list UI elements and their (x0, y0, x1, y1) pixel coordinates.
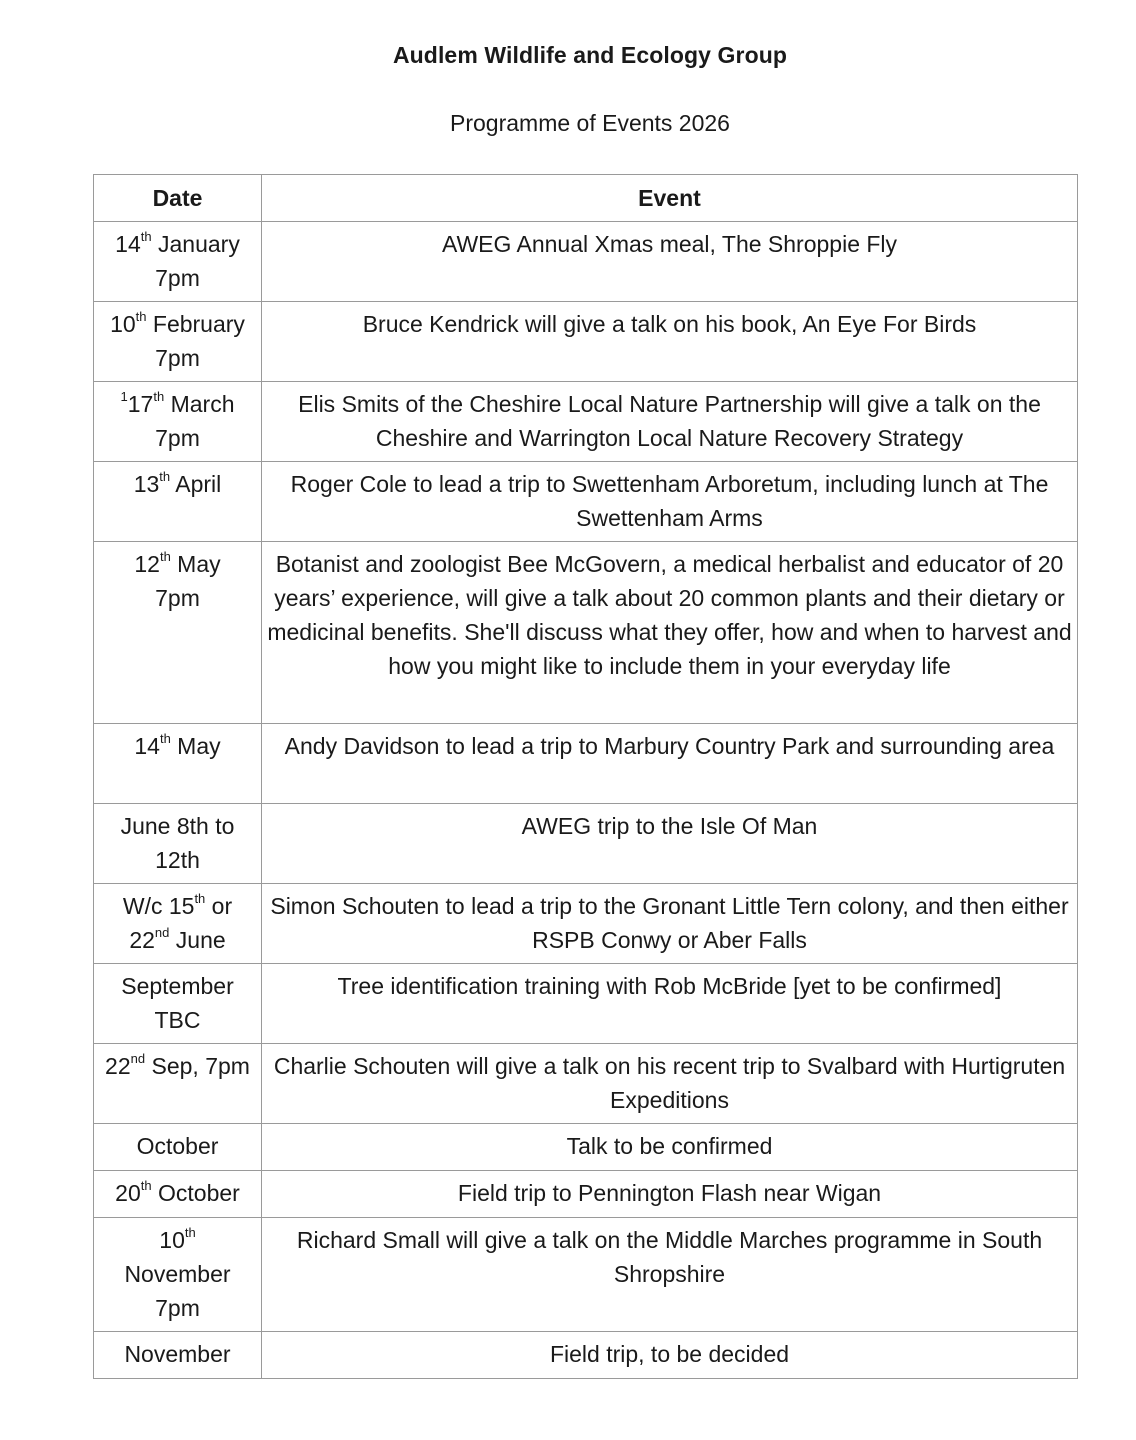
document-subtitle: Programme of Events 2026 (450, 110, 730, 136)
event-cell: Field trip to Pennington Flash near Wigan (262, 1171, 1078, 1218)
event-cell: AWEG trip to the Isle Of Man (262, 804, 1078, 884)
event-cell: Botanist and zoologist Bee McGovern, a medical herbalist and educator of 20 years’ experience, will give a talk about 20 common plants and their dietary or medicinal benefits. She'll discuss what they offer, how and when to harvest and how you might like to include them in your everyday life (262, 542, 1078, 724)
date-cell: 12th May 7pm (94, 542, 262, 724)
table-row (94, 804, 1078, 884)
event-cell: Bruce Kendrick will give a talk on his book, An Eye For Birds (262, 302, 1078, 382)
table-row (94, 382, 1078, 462)
table-row (94, 724, 1078, 804)
date-cell: W/c 15th or 22nd June (94, 884, 262, 964)
table-row (94, 302, 1078, 382)
date-column-header: Date (94, 175, 262, 222)
date-cell: 22nd Sep, 7pm (94, 1044, 262, 1124)
footnote-marker: 1 (120, 389, 128, 405)
date-cell: 14th January 7pm (94, 222, 262, 302)
event-cell: Simon Schouten to lead a trip to the Gronant Little Tern colony, and then either RSPB Conwy or Aber Falls (262, 884, 1078, 964)
table-row (94, 462, 1078, 542)
event-column-header: Event (262, 175, 1078, 222)
event-cell: Elis Smits of the Cheshire Local Nature Partnership will give a talk on the Cheshire and Warrington Local Nature Recovery Strategy (262, 382, 1078, 462)
date-cell: 10th November 7pm (94, 1218, 262, 1332)
date-cell: 13th April (94, 462, 262, 542)
date-cell: 14th May (94, 724, 262, 804)
event-cell: Andy Davidson to lead a trip to Marbury Country Park and surrounding area (262, 724, 1078, 804)
event-cell: Richard Small will give a talk on the Middle Marches programme in South Shropshire (262, 1218, 1078, 1332)
table-row (94, 1332, 1078, 1379)
table-header-row (94, 175, 1078, 222)
table-row (94, 884, 1078, 964)
date-cell: September TBC (94, 964, 262, 1044)
date-cell: June 8th to 12th (94, 804, 262, 884)
table-row (94, 1124, 1078, 1171)
document-title: Audlem Wildlife and Ecology Group (392, 42, 788, 68)
event-cell: Field trip, to be decided (262, 1332, 1078, 1379)
event-cell: Charlie Schouten will give a talk on his recent trip to Svalbard with Hurtigruten Expeditions (262, 1044, 1078, 1124)
date-cell: 20th October (94, 1171, 262, 1218)
date-cell: November (94, 1332, 262, 1379)
table-row (94, 964, 1078, 1044)
table-row (94, 222, 1078, 302)
events-table (93, 174, 1078, 1379)
table-row (94, 1171, 1078, 1218)
event-cell: Tree identification training with Rob McBride [yet to be confirmed] (262, 964, 1078, 1044)
table-row (94, 1218, 1078, 1332)
date-cell: 10th February 7pm (94, 302, 262, 382)
date-cell: $^1$17th March 7pm (94, 382, 262, 462)
event-cell: Talk to be confirmed (262, 1124, 1078, 1171)
event-cell: AWEG Annual Xmas meal, The Shroppie Fly (262, 222, 1078, 302)
table-row (94, 542, 1078, 724)
event-cell: Roger Cole to lead a trip to Swettenham Arboretum, including lunch at The Swettenham Arms (262, 462, 1078, 542)
date-cell: October (94, 1124, 262, 1171)
table-row (94, 1044, 1078, 1124)
